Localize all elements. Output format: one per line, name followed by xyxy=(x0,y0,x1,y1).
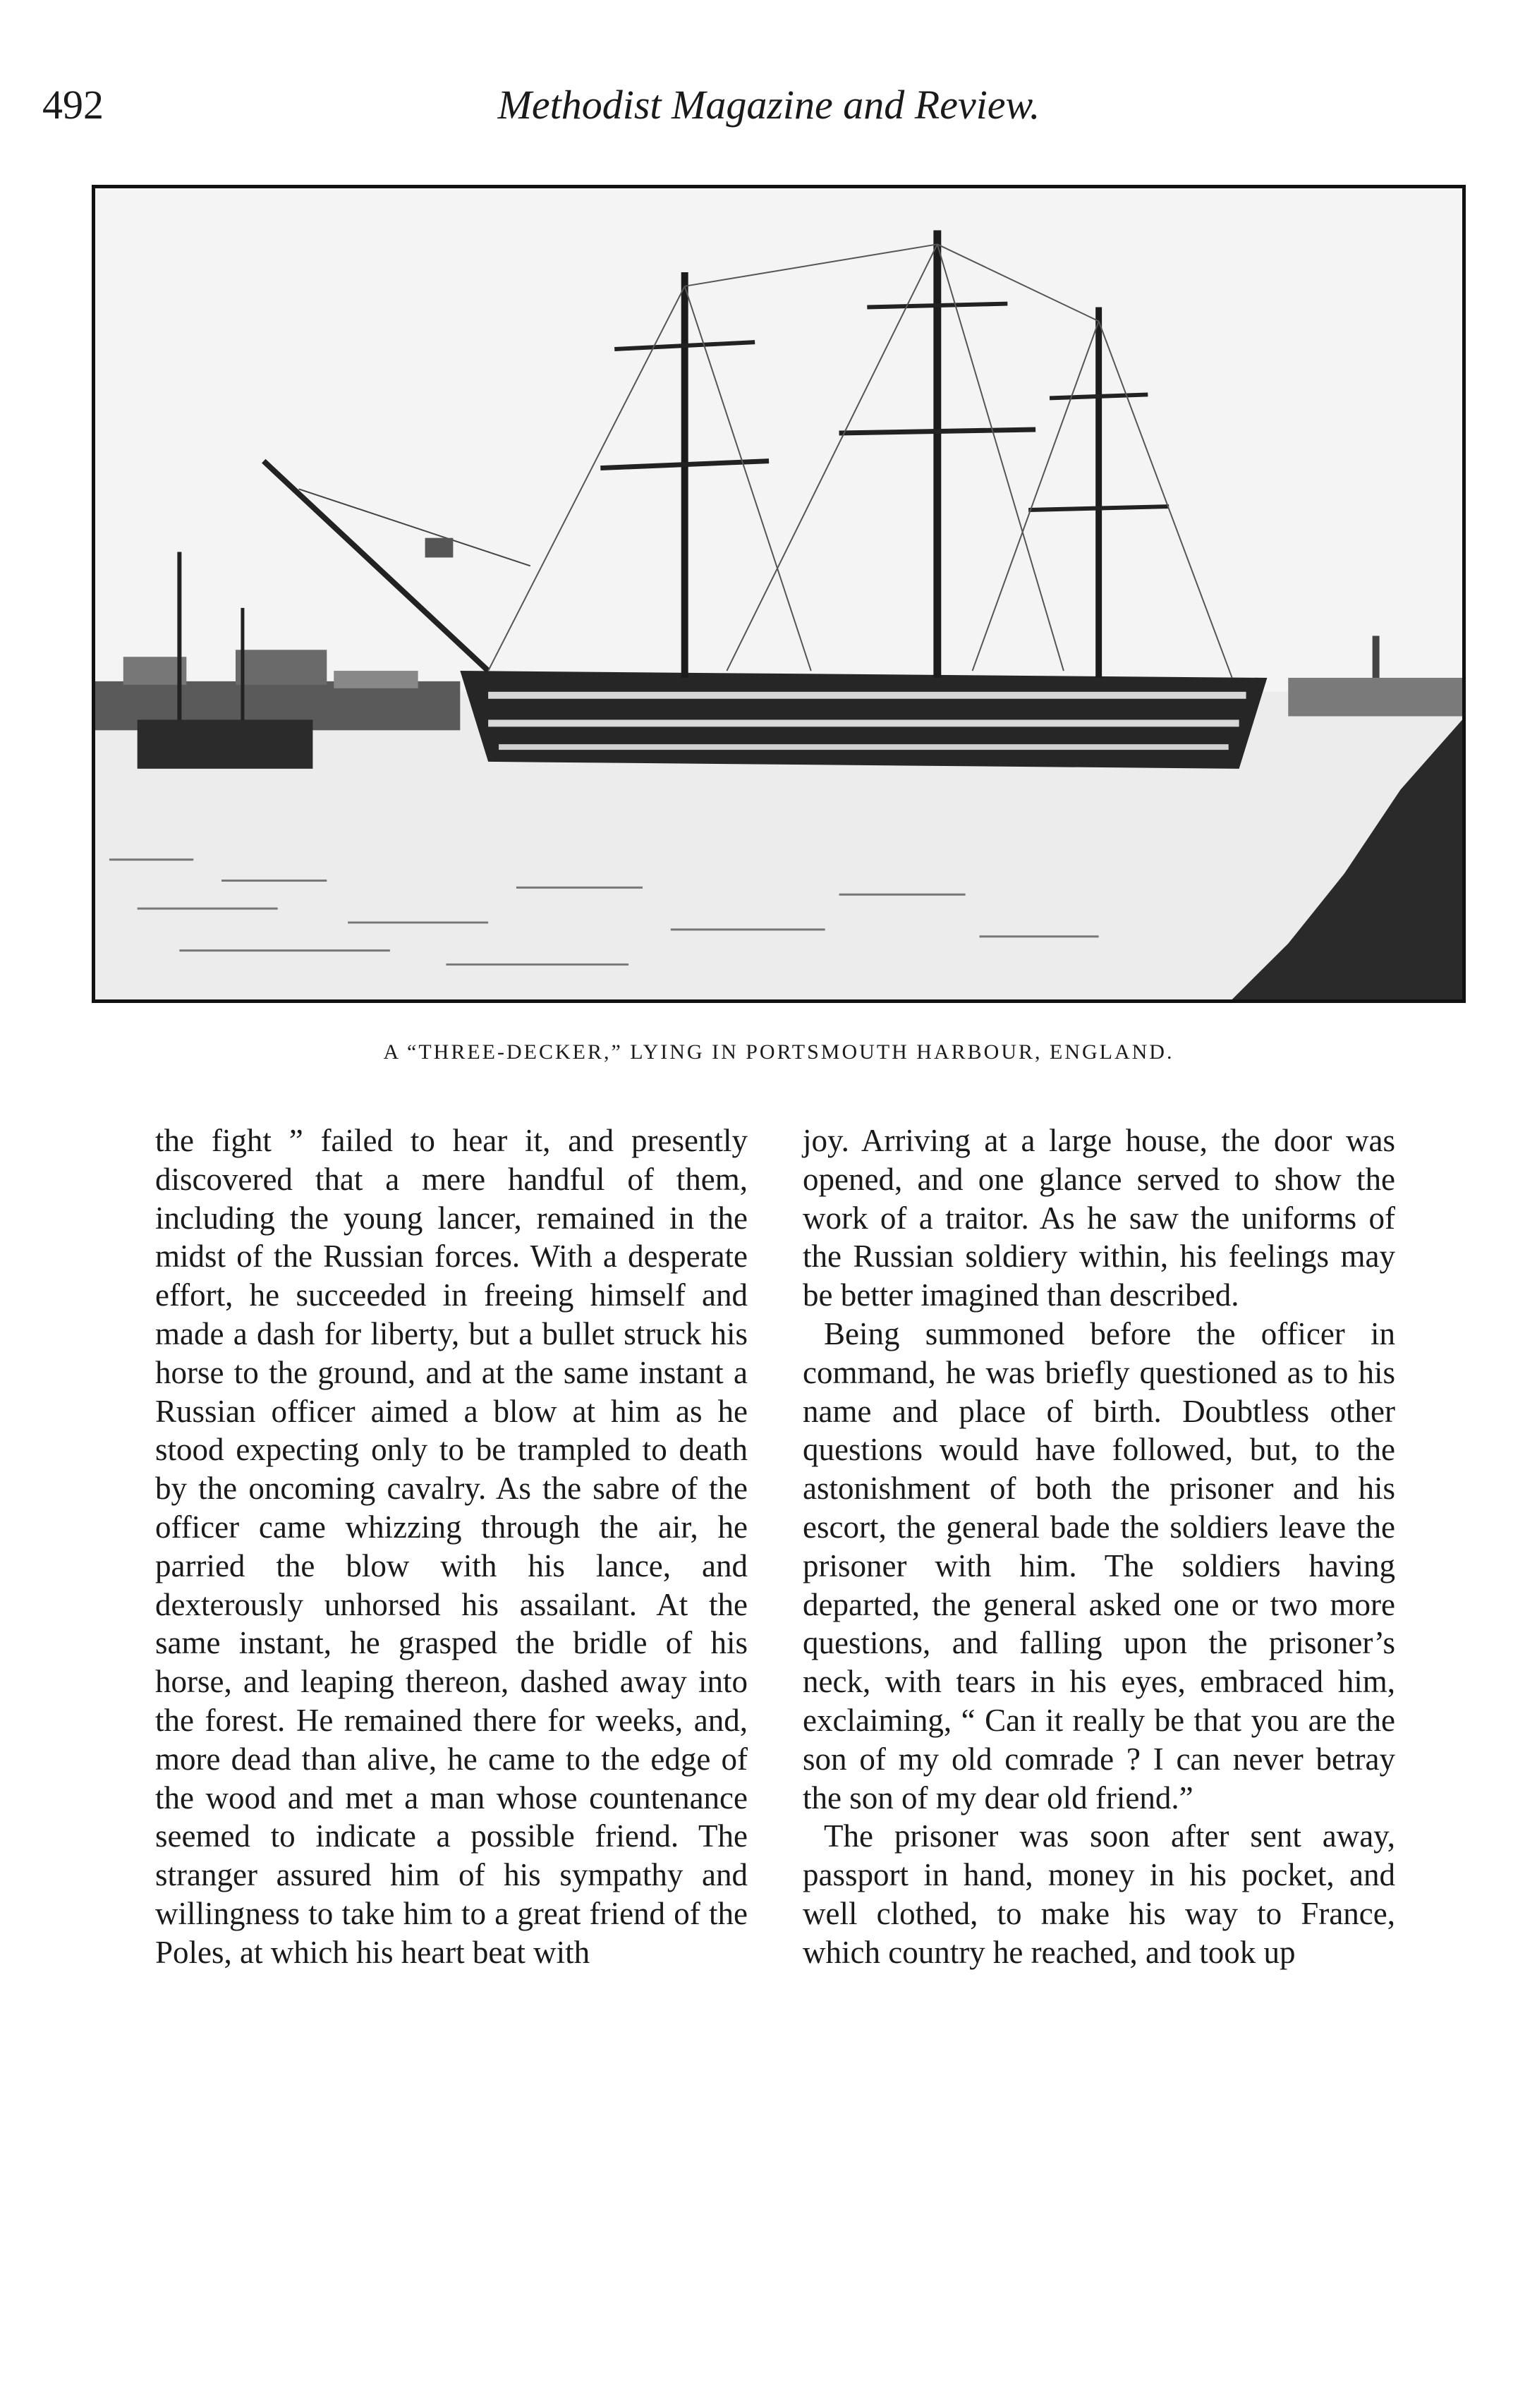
running-title: Methodist Magazine and Review. xyxy=(497,82,1040,128)
ship-illustration xyxy=(92,185,1466,1003)
paragraph: the fight ” failed to hear it, and presently discovered that a mere handful of them, including the young lancer, remained in the midst of the Russian forces. With a desperate effort, he succeeded in freeing himself and made a dash for liberty, but a bullet struck his horse to the ground, and at the same instant a Russian officer aimed a blow at him as he stood expecting only to be trampled to death by the oncoming cavalry. As the sabre of the officer came whizzing through the air, he parried the blow with his lance, and dexterously unhorsed his assailant. At the same instant, he grasped the bridle of his horse, and leaping thereon, dashed away into the forest. He remained there for weeks, and, more dead than alive, he came to the edge of the wood and met a man whose countenance seemed to indicate a possible friend. The stranger assured him of his sympathy and willingness to take him to a great friend of the Poles, at which his heart beat with xyxy=(155,1123,748,1970)
figure-caption: A “THREE-DECKER,” LYING IN PORTSMOUTH HARBOUR, ENGLAND. xyxy=(383,1040,1174,1064)
right-column xyxy=(803,1121,1395,1972)
paragraph: joy. Arriving at a large house, the door was opened, and one glance served to show the work of a traitor. As he saw the uniforms of the Russian soldiery within, his feelings may be better imagined than described. xyxy=(803,1123,1395,1313)
left-column xyxy=(155,1121,748,1972)
paragraph: The prisoner was soon after sent away, passport in hand, money in his pocket, and well clothed, to make his way to France, which country he reached, and took up xyxy=(803,1818,1395,1970)
page-number: 492 xyxy=(42,82,104,128)
paragraph: Being summoned before the officer in command, he was briefly questioned as to his name and place of birth. Doubtless other questions would have followed, but, to the astonishment of both the prisoner and his escort, the general bade the soldiers leave the prisoner with him. The soldiers having departed, the general asked one or two more questions, and falling upon the prisoner’s neck, with tears in his eyes, embraced him, exclaiming, “ Can it really be that you are the son of my old comrade ? I can never betray the son of my dear old friend.” xyxy=(803,1315,1395,1816)
page-header xyxy=(42,67,1495,152)
